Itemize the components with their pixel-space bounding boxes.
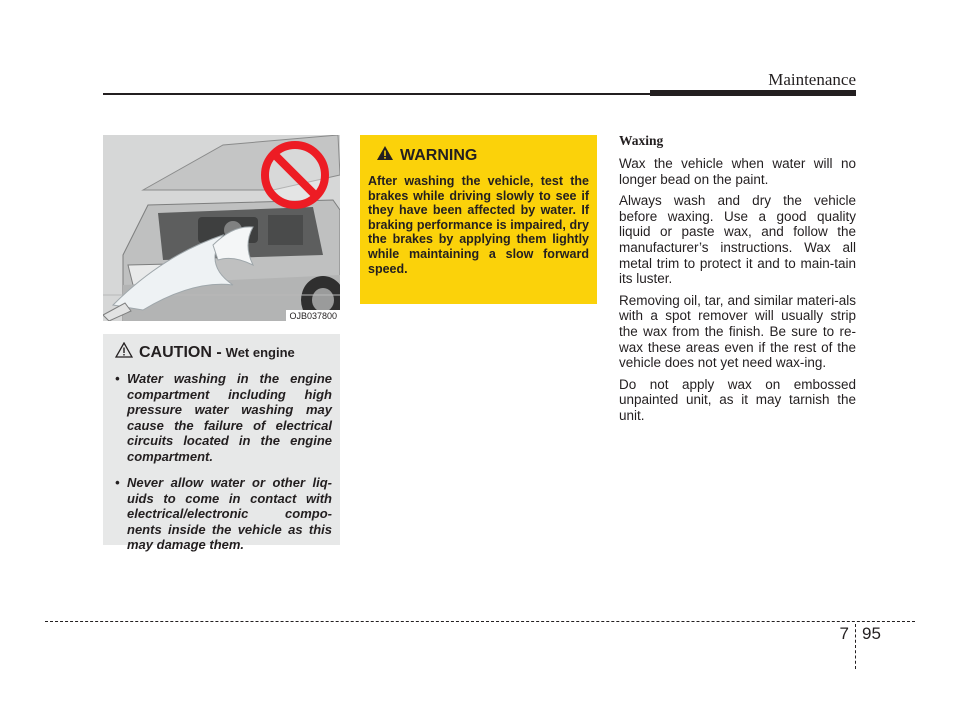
caution-subtitle: Wet engine (225, 345, 295, 360)
warning-title: WARNING (400, 146, 478, 164)
section-title: Maintenance (768, 70, 856, 89)
prohibited-sign-icon (265, 145, 325, 205)
caution-header (115, 342, 332, 363)
waxing-paragraph: Removing oil, tar, and similar materi-als with a spot remover will usually strip the wax from the finish. Be sure to re-wax these areas even if the rest of the vehicle does not yet need wax-ing. (619, 292, 856, 371)
waxing-paragraph: Do not apply wax on embossed unpainted unit, as it may tarnish the unit. (619, 376, 856, 423)
image-code: OJB037800 (286, 310, 340, 322)
caution-list (115, 371, 332, 553)
waxing-section (619, 133, 856, 430)
waxing-paragraph: Wax the vehicle when water will no longer bead on the paint. (619, 156, 856, 187)
page-number: 95 (862, 624, 881, 643)
warning-box (360, 135, 597, 304)
footer-rule (45, 621, 915, 622)
waxing-heading: Waxing (619, 133, 664, 148)
page-number-divider (855, 624, 856, 669)
caution-item: • Water washing in the engine compartment including high pressure water washing may cause the failure of electrical circuits located in the engine compartment. (115, 371, 332, 464)
chapter-number: 7 (839, 624, 849, 643)
caution-item: • Never allow water or other liq-uids to come in contact with electrical/electronic compo-nents inside the vehicle as this may damage them. (115, 475, 332, 553)
warning-body: After washing the vehicle, test the brakes while driving slowly to see if they have been affected by water. If braking performance is impaired, dry the brakes by applying them lightly while maintaining a slow forward speed. (368, 174, 589, 276)
engine-washing-illustration (103, 135, 340, 321)
warning-header (376, 145, 589, 166)
warning-triangle-outline-icon (115, 342, 133, 363)
waxing-paragraph: Always wash and dry the vehicle before waxing. Use a good quality liquid or paste wax, and follow the manufacturer’s instructions. Wax all metal trim to protect it and to main-tain its luster. (619, 193, 856, 287)
warning-triangle-filled-icon (376, 145, 394, 166)
caution-title: CAUTION - (139, 343, 222, 361)
caution-box (103, 334, 340, 552)
header-bar (650, 90, 856, 96)
